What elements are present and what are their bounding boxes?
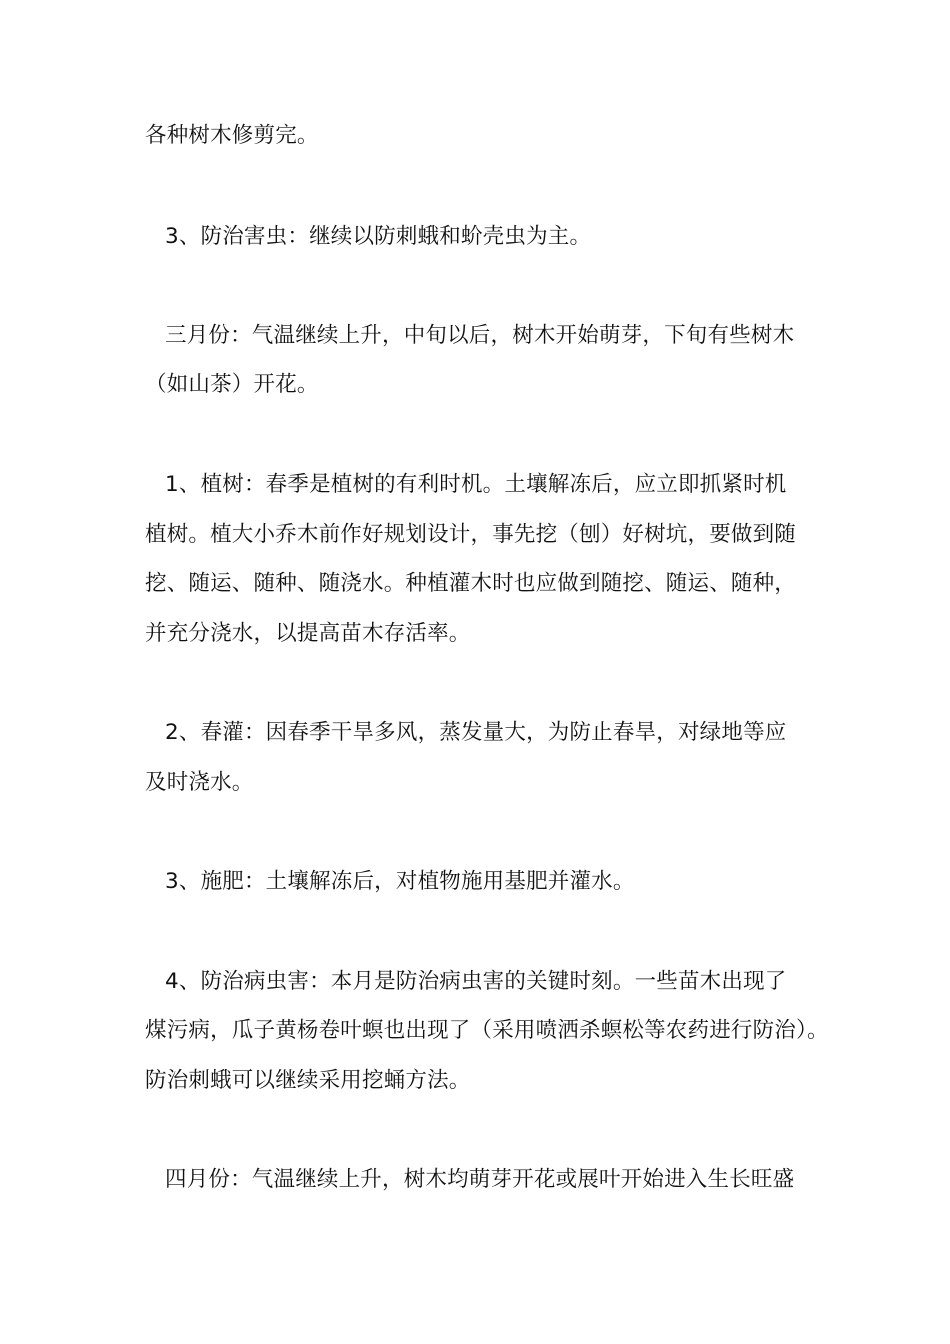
paragraph-line: 煤污病，瓜子黄杨卷叶螟也出现了（采用喷洒杀螟松等农药进行防治）。 xyxy=(145,1018,829,1043)
paragraph-line: 并充分浇水，以提高苗木存活率。 xyxy=(145,621,471,646)
paragraph-line: 3、防治害虫：继续以防刺蛾和蚧壳虫为主。 xyxy=(165,224,592,249)
paragraph-line: 及时浇水。 xyxy=(145,770,254,795)
paragraph-line: 四月份：气温继续上升，树木均萌芽开花或展叶开始进入生长旺盛 xyxy=(165,1167,795,1192)
paragraph-line: （如山茶）开花。 xyxy=(145,372,319,397)
paragraph-line: 挖、随运、随种、随浇水。种植灌木时也应做到随挖、随运、随种， xyxy=(145,571,797,596)
paragraph-line: 三月份：气温继续上升，中旬以后，树木开始萌芽，下旬有些树木 xyxy=(165,323,795,348)
paragraph-line: 1、植树：春季是植树的有利时机。土壤解冻后，应立即抓紧时机 xyxy=(165,472,787,497)
paragraph-line: 3、施肥：土壤解冻后，对植物施用基肥并灌水。 xyxy=(165,869,635,894)
paragraph-line: 植树。植大小乔木前作好规划设计，事先挖（刨）好树坑，要做到随 xyxy=(145,522,797,547)
paragraph-line: 2、春灌：因春季干旱多风，蒸发量大，为防止春旱，对绿地等应 xyxy=(165,720,787,745)
paragraph-line: 各种树木修剪完。 xyxy=(145,123,319,148)
paragraph-line: 防治刺蛾可以继续采用挖蛹方法。 xyxy=(145,1068,471,1093)
paragraph-line: 4、防治病虫害：本月是防治病虫害的关键时刻。一些苗木出现了 xyxy=(165,969,787,994)
